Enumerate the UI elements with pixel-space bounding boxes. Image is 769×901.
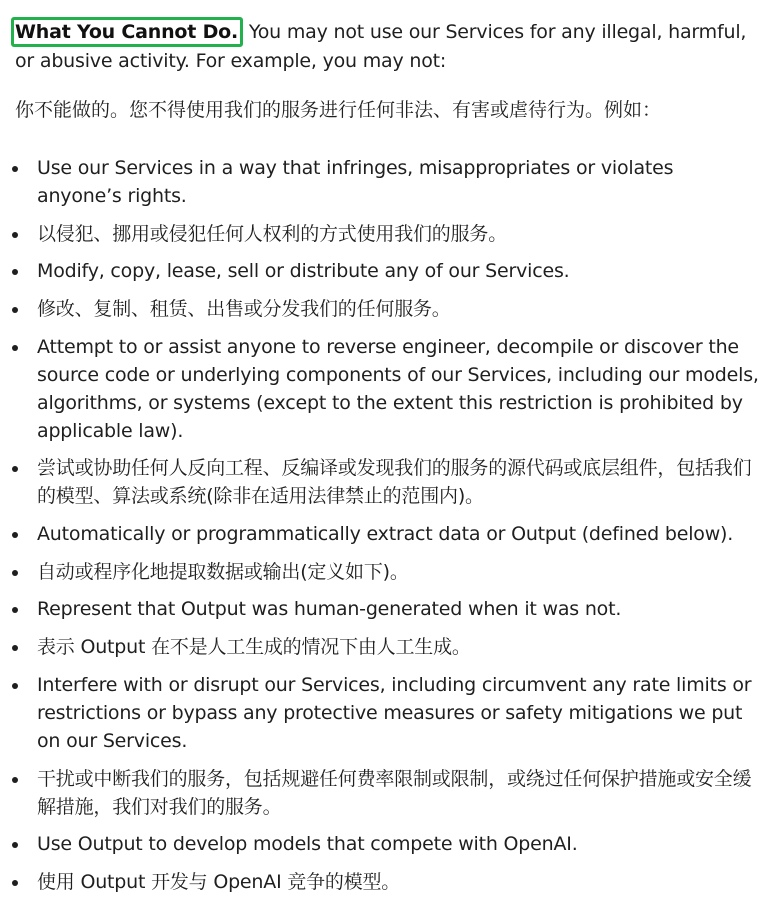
bullet-icon	[12, 345, 18, 351]
list-item-text: 使用 Output 开发与 OpenAI 竞争的模型。	[37, 871, 401, 893]
section-heading: What You Cannot Do.	[11, 17, 243, 47]
intro-chinese: 你不能做的。您不得使用我们的服务进行任何非法、有害或虐待行为。例如：	[15, 99, 662, 121]
section-intro	[15, 17, 757, 75]
bullet-icon	[12, 532, 18, 538]
bullet-icon	[12, 232, 18, 238]
bullet-icon	[12, 570, 18, 576]
list-item-text: Interfere with or disrupt our Services, including circumvent any rate limits or restrictions or bypass any protective measures or safety mitigations we put on our Services.	[37, 674, 752, 752]
list-item-text: 表示 Output 在不是人工生成的情况下由人工生成。	[37, 636, 471, 658]
list-item-text: Represent that Output was human-generated when it was not.	[37, 598, 622, 620]
list-item-text: Attempt to or assist anyone to reverse engineer, decompile or discover the source code or underlying components of our Services, including our models, algorithms, or systems (except to the extent this restriction is prohibited by applicable law).	[37, 336, 759, 442]
list-item-text: Use our Services in a way that infringes, misappropriates or violates anyone’s rights.	[37, 157, 674, 207]
bullet-icon	[12, 166, 18, 172]
list-item-text: Modify, copy, lease, sell or distribute any of our Services.	[37, 260, 570, 282]
list-item-text: 以侵犯、挪用或侵犯任何人权利的方式使用我们的服务。	[37, 223, 508, 245]
bullet-icon	[12, 645, 18, 651]
list-item-text: 干扰或中断我们的服务，包括规避任何费率限制或限制，或绕过任何保护措施或安全缓解措施，我们对我们的服务。	[37, 768, 752, 818]
bullet-icon	[12, 307, 18, 313]
list-item-text: 自动或程序化地提取数据或输出(定义如下)。	[37, 561, 409, 583]
bullet-icon	[12, 777, 18, 783]
list-item-text: 修改、复制、租赁、出售或分发我们的任何服务。	[37, 298, 451, 320]
bullet-icon	[12, 842, 18, 848]
list-item-text: Use Output to develop models that compete with OpenAI.	[37, 833, 578, 855]
bullet-icon	[12, 607, 18, 613]
bullet-icon	[12, 269, 18, 275]
bullet-icon	[12, 880, 18, 886]
intro-english: You may not use our Services for any illegal, harmful, or abusive activity. For example, you may not:	[15, 21, 747, 72]
bullet-icon	[12, 466, 18, 472]
bullet-icon	[12, 683, 18, 689]
list-item-text: 尝试或协助任何人反向工程、反编译或发现我们的服务的源代码或底层组件，包括我们的模型、算法或系统(除非在适用法律禁止的范围内)。	[37, 457, 752, 507]
list-item-text: Automatically or programmatically extract data or Output (defined below).	[37, 523, 734, 545]
